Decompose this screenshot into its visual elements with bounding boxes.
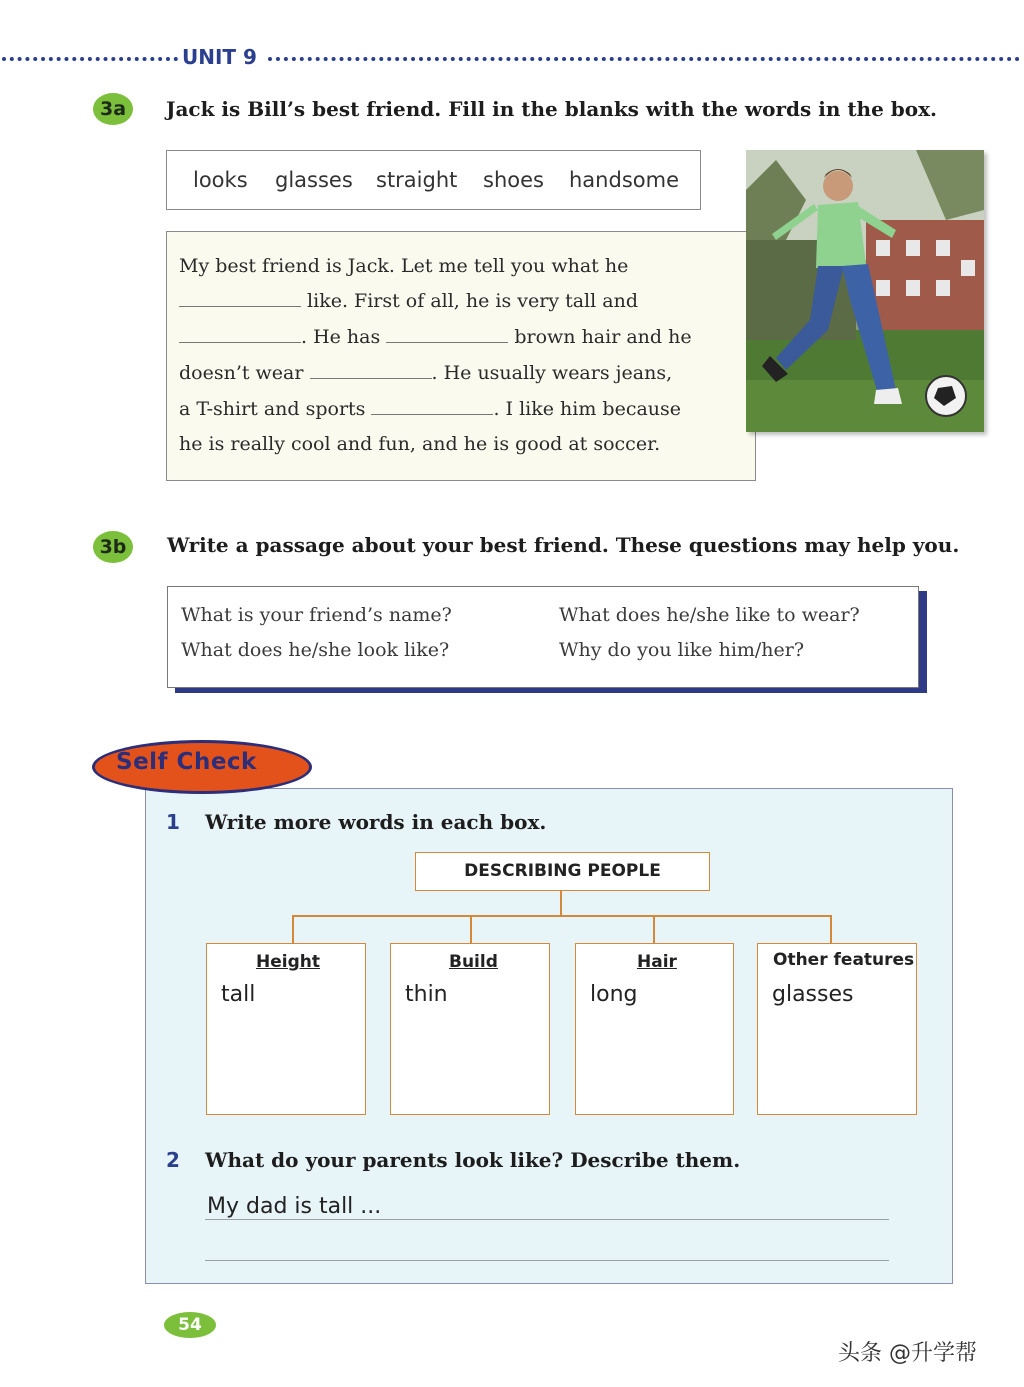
diagram-root-box: DESCRIBING PEOPLE	[415, 852, 710, 891]
passage-text: a T-shirt and sports	[179, 398, 366, 420]
unit-label: UNIT 9	[182, 45, 257, 69]
diagram-connector	[830, 915, 832, 943]
category-box-hair[interactable]	[575, 943, 734, 1115]
category-title: Height	[256, 952, 320, 972]
soccer-player-illustration	[746, 150, 984, 432]
passage-line	[179, 398, 681, 420]
exercise-3a-badge: 3a	[93, 93, 133, 125]
exercise-3a-instruction: Jack is Bill’s best friend. Fill in the blanks with the words in the box.	[166, 97, 937, 121]
fill-blank[interactable]	[371, 401, 493, 415]
passage-text: . I like him because	[493, 398, 682, 420]
category-example: glasses	[772, 982, 854, 1007]
category-example: tall	[221, 982, 256, 1007]
passage-text: he is really cool and fun, and he is good at soccer.	[179, 433, 661, 455]
passage-text: doesn’t wear	[179, 362, 304, 384]
passage-line	[179, 362, 672, 384]
category-title: Hair	[637, 952, 677, 972]
word-box-item: looks	[193, 168, 248, 192]
word-box-item: glasses	[275, 168, 353, 192]
passage-text: . He has	[301, 326, 381, 348]
task-1-instruction: Write more words in each box.	[205, 810, 547, 834]
category-box-height[interactable]	[206, 943, 366, 1115]
word-box-item: shoes	[483, 168, 544, 192]
passage-line	[179, 255, 628, 277]
unit-header	[0, 44, 1024, 72]
exercise-3b-badge: 3b	[93, 531, 133, 563]
soccer-player-photo	[746, 150, 984, 432]
fill-blank[interactable]	[179, 329, 301, 343]
answer-line[interactable]	[205, 1260, 889, 1261]
diagram-connector	[560, 891, 562, 916]
questions-box	[167, 586, 919, 688]
task-2-number: 2	[166, 1148, 180, 1172]
task-2-instruction: What do your parents look like? Describe them.	[205, 1148, 741, 1172]
fill-blank[interactable]	[179, 293, 301, 307]
page-number: 54	[164, 1312, 216, 1338]
help-question: What does he/she look like?	[181, 639, 450, 661]
dotted-rule-right	[268, 57, 1020, 61]
category-title: Build	[449, 952, 498, 972]
category-box-other-features[interactable]	[757, 943, 917, 1115]
word-box-item: handsome	[569, 168, 679, 192]
help-question: Why do you like him/her?	[559, 639, 805, 661]
task-1-number: 1	[166, 810, 180, 834]
diagram-connector	[292, 915, 832, 917]
diagram-connector	[292, 915, 294, 943]
answer-line[interactable]	[205, 1219, 889, 1220]
watermark: 头条 @升学帮	[838, 1341, 977, 1366]
passage-line	[179, 326, 692, 348]
diagram-connector	[653, 915, 655, 943]
category-example: thin	[405, 982, 448, 1007]
fill-blank[interactable]	[386, 329, 508, 343]
passage-text: My best friend is Jack. Let me tell you what he	[179, 255, 629, 277]
word-box-item: straight	[376, 168, 458, 192]
passage-box	[166, 231, 756, 481]
answer-example: My dad is tall ...	[207, 1194, 382, 1219]
exercise-3b-instruction: Write a passage about your best friend. These questions may help you.	[167, 533, 960, 557]
help-question: What is your friend’s name?	[181, 604, 452, 626]
passage-line	[179, 290, 638, 312]
fill-blank[interactable]	[310, 365, 432, 379]
self-check-title: Self Check	[116, 749, 257, 775]
passage-line	[179, 433, 660, 455]
passage-text: like. First of all, he is very tall and	[307, 290, 638, 312]
category-box-build[interactable]	[390, 943, 550, 1115]
category-title: Other features	[773, 950, 915, 970]
word-box	[166, 150, 701, 210]
dotted-rule-left	[2, 57, 178, 61]
passage-text: . He usually wears jeans,	[431, 362, 673, 384]
category-example: long	[590, 982, 638, 1007]
help-question: What does he/she like to wear?	[559, 604, 860, 626]
diagram-connector	[470, 915, 472, 943]
passage-text: brown hair and he	[514, 326, 692, 348]
